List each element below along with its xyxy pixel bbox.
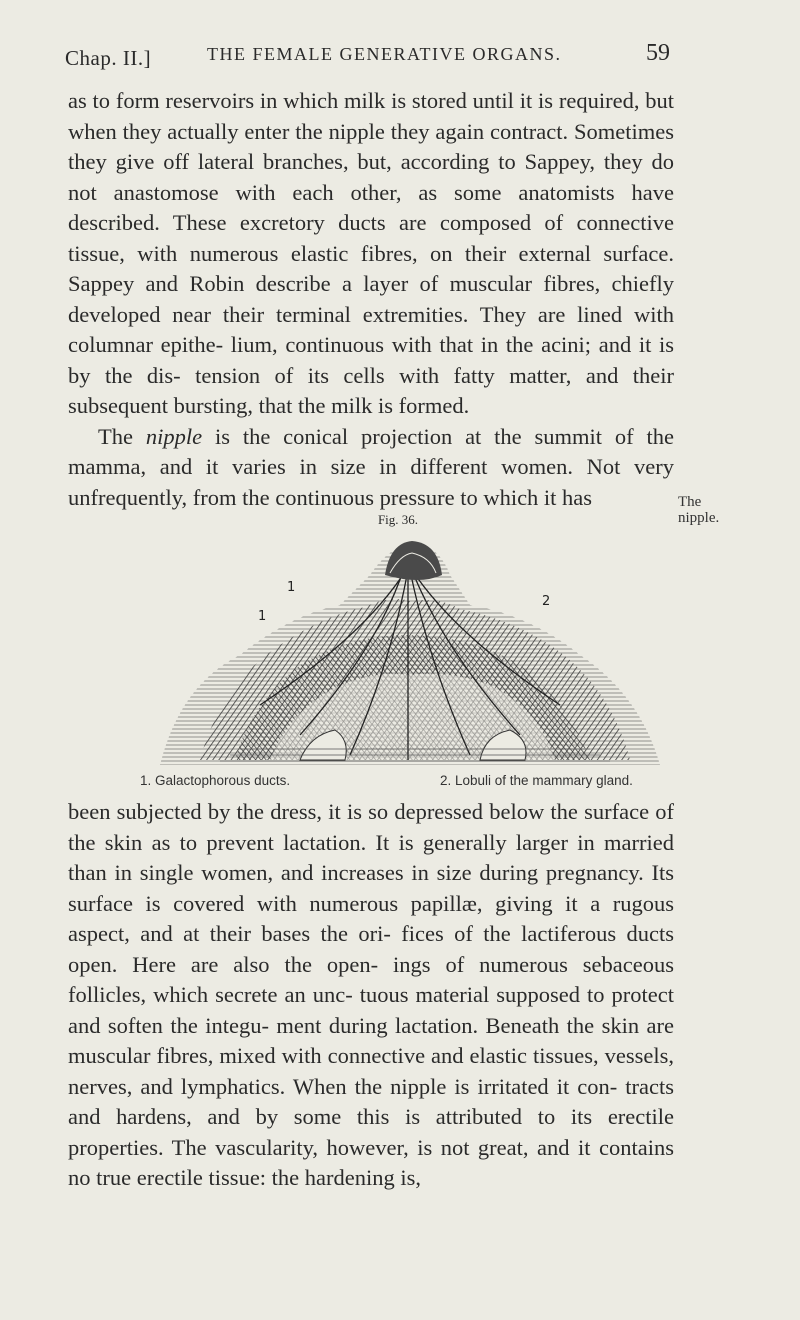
text-line: ment during lactation. Beneath the skin are muscular (68, 1012, 674, 1068)
callout-1-right: 1 (287, 580, 296, 595)
margin-note: The nipple. (678, 494, 720, 526)
mammary-gland-illustration (150, 535, 670, 767)
callout-1-left: 1 (258, 609, 267, 624)
text-line: lium, continuous with that in the acini; and it is by the dis- (68, 332, 675, 388)
text-line: as to form reservoirs in which milk is stored until it is (68, 88, 554, 113)
text-line: contract. Sometimes they give off lateral branches, but, (68, 118, 675, 174)
text-line: fibres, mixed with connective and elastic tissues, vessels, (156, 1043, 675, 1068)
italic-term: nipple (145, 423, 203, 449)
text-line: surface of the skin as to prevent lactation. It is generally (68, 799, 674, 855)
text-line: other, as some anatomists have described. These excretory (68, 179, 675, 235)
caption-lobuli: 2. Lobuli of the mammary gland. (440, 773, 633, 788)
paragraph-nipple (68, 422, 674, 514)
text-line: ducts are composed of connective tissue, with numerous (68, 210, 674, 266)
text-line: describe a layer of muscular fibres, chiefly developed near their (68, 271, 674, 327)
chapter-marker: Chap. II.] (65, 46, 152, 70)
text-line: mamma, and it varies in size in different women. Not very (68, 454, 674, 479)
text-line: is the conical projection at the summit of the (202, 423, 674, 449)
text-line: terminal extremities. They are lined with columnar epithe- (68, 301, 674, 357)
text-line: ings of numerous sebaceous follicles, which secrete an unc- (68, 951, 674, 1007)
running-title: THE FEMALE GENERATIVE ORGANS. (207, 44, 562, 64)
text-line: papillæ, giving it a rugous aspect, and at their bases the ori- (68, 890, 674, 946)
figure-label (0, 512, 800, 528)
figure-label-text: Fig. 36. (377, 512, 419, 527)
text-line: during pregnancy. Its surface is covered with numerous (68, 860, 674, 916)
paragraph-lower (68, 797, 674, 1194)
text-line: The (98, 423, 146, 449)
text-line: unfrequently, from the continuous pressure to which it has (68, 484, 593, 510)
text-line: and it contains no true erectile tissue: the hardening is, (68, 1134, 674, 1190)
text-line: according to Sappey, they do not anastomose with each (68, 149, 674, 205)
paragraph-upper (68, 86, 674, 513)
text-line: tension of its cells with fatty matter, and their subsequent (68, 362, 674, 418)
page-number: 59 (646, 40, 670, 66)
text-line: erectile properties. The vascularity, however, is not great, (68, 1104, 675, 1160)
text-line: required, but when they actually enter the nipple they again (68, 88, 674, 144)
callout-2: 2 (542, 594, 551, 609)
caption-galactophorous-ducts: 1. Galactophorous ducts. (140, 773, 291, 788)
page-header (65, 40, 670, 76)
paragraph-ducts (68, 86, 674, 422)
paragraph-continuation (68, 797, 674, 1194)
text-line: bursting, that the milk is formed. (173, 393, 470, 418)
text-line: fices of the lactiferous ducts open. Here are also the open- (68, 921, 675, 977)
text-line: larger in married than in single women, and increases in size (68, 829, 674, 885)
text-line: nerves, and lymphatics. When the nipple is irritated it con- (68, 1073, 618, 1099)
text-line: been subjected by the dress, it is so depressed below the (68, 799, 578, 824)
text-line: elastic fibres, on their external surface. Sappey and Robin (68, 240, 674, 296)
text-line: tracts and hardens, and by some this is attributed to its (68, 1073, 674, 1129)
text-line: tuous material supposed to protect and soften the integu- (68, 982, 675, 1038)
